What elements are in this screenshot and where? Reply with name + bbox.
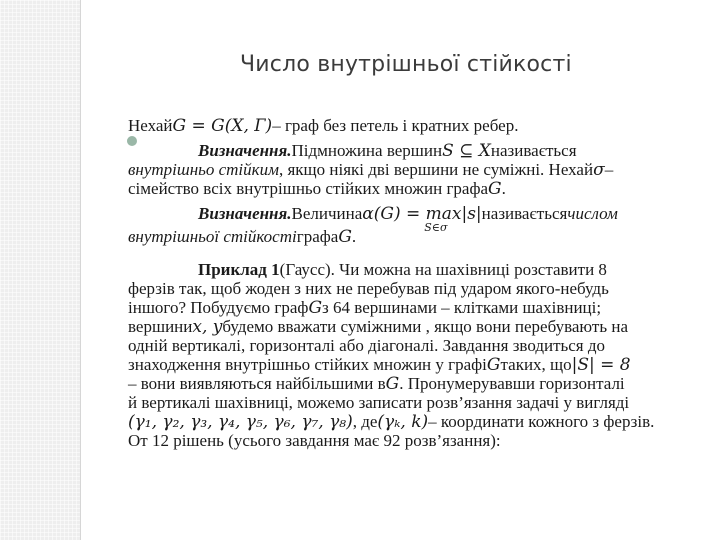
decorative-side-strip bbox=[0, 0, 80, 540]
body-line-3 bbox=[128, 160, 694, 179]
body-line-7 bbox=[128, 260, 694, 279]
text-run: з 64 вершинами – клітками шахівниці; bbox=[322, 298, 602, 317]
formula-alpha: 𝛼(𝐺) = max|𝑠| bbox=[362, 204, 482, 224]
formula-subset: 𝑆 ⊆ 𝑋 bbox=[442, 141, 491, 161]
body-line-6 bbox=[128, 227, 694, 246]
text-run: . bbox=[351, 227, 357, 246]
text-run: сімейство всіх внутрішньо стійких множин графа bbox=[128, 179, 489, 198]
formula-sigma: 𝜎 bbox=[593, 160, 605, 180]
text-run: таких, що bbox=[500, 355, 572, 374]
formula-max-wrap bbox=[362, 204, 482, 234]
body-line-14: й вертикалі шахівниці, можемо записати розв’язання задачі у вигляді bbox=[128, 393, 630, 412]
text-run: . bbox=[501, 179, 506, 198]
text-run: – граф без петель і кратних ребер. bbox=[272, 116, 519, 135]
formula-graph: 𝐺 = 𝐺(𝑋, Г) bbox=[172, 116, 273, 136]
formula-coordinate: (𝛾ₖ, 𝑘) bbox=[377, 412, 429, 432]
body-line-16: От 12 рішень (усього завдання має 92 розв’язання): bbox=[128, 431, 501, 450]
text-run: Величина bbox=[291, 204, 363, 223]
example-label: Приклад 1 bbox=[198, 260, 280, 279]
body-line-9 bbox=[128, 298, 694, 317]
body-line-12 bbox=[128, 355, 694, 374]
body-line-8: ферзів так, щоб жоден з них не перебував під ударом якого-небудь bbox=[128, 279, 609, 298]
term-italic: внутрішньої стійкості bbox=[128, 227, 297, 246]
text-run: Підмножина вершин bbox=[291, 141, 443, 160]
term-italic: числом bbox=[567, 204, 618, 223]
text-run: , якщо ніякі дві вершини не суміжні. Нехай bbox=[278, 160, 594, 179]
body-line-1 bbox=[128, 116, 694, 135]
formula-xy: 𝑥, 𝑦 bbox=[192, 317, 223, 337]
body-line-4 bbox=[128, 179, 694, 198]
definition-label: Визначення. bbox=[198, 141, 292, 160]
formula-g: 𝐺 bbox=[385, 374, 400, 394]
text-run: , де bbox=[352, 412, 378, 431]
formula-cardinality: |𝑆| = 8 bbox=[571, 355, 631, 375]
text-run: . Пронумерувавши горизонталі bbox=[399, 374, 625, 393]
slide-body bbox=[128, 116, 694, 450]
text-run: вершини bbox=[128, 317, 193, 336]
text-run: називається bbox=[481, 204, 568, 223]
body-line-15 bbox=[128, 412, 694, 431]
definition-label: Визначення. bbox=[198, 204, 292, 223]
body-line-2 bbox=[128, 141, 694, 160]
body-line-5 bbox=[128, 204, 694, 234]
text-run: графа bbox=[296, 227, 339, 246]
formula-g: 𝐺 bbox=[488, 179, 502, 199]
term-italic: внутрішньо стійким bbox=[128, 160, 279, 179]
text-run: – координати кожного з ферзів. bbox=[428, 412, 655, 431]
text-run: будемо вважати суміжними , якщо вони перебувають на bbox=[222, 317, 628, 336]
text-run: – вони виявляються найбільшими в bbox=[128, 374, 386, 393]
body-line-13 bbox=[128, 374, 694, 393]
formula-subscript: 𝑆∈𝜎 bbox=[424, 221, 448, 234]
text-run: називається bbox=[490, 141, 577, 160]
slide-title: Число внутрішньої стійкості bbox=[240, 52, 572, 77]
formula-g: 𝐺 bbox=[486, 355, 501, 375]
body-line-10 bbox=[128, 317, 694, 336]
body-line-11: одній вертикалі, горизонталі або діагоналі. Завдання зводиться до bbox=[128, 336, 606, 355]
text-run: знаходження внутрішньо стійких множин у графі bbox=[128, 355, 487, 374]
text-run: Нехай bbox=[128, 116, 173, 135]
text-run: (Гаусс). Чи можна на шахівниці розставити 8 bbox=[279, 260, 607, 279]
formula-gamma-tuple: (𝛾₁, 𝛾₂, 𝛾₃, 𝛾₄, 𝛾₅, 𝛾₆, 𝛾₇, 𝛾₈) bbox=[128, 412, 353, 432]
text-run: – bbox=[604, 160, 614, 179]
formula-g: 𝐺 bbox=[308, 298, 323, 318]
text-run: іншого? Побудуємо граф bbox=[128, 298, 309, 317]
side-divider bbox=[80, 0, 81, 540]
formula-g: 𝐺 bbox=[338, 227, 352, 247]
